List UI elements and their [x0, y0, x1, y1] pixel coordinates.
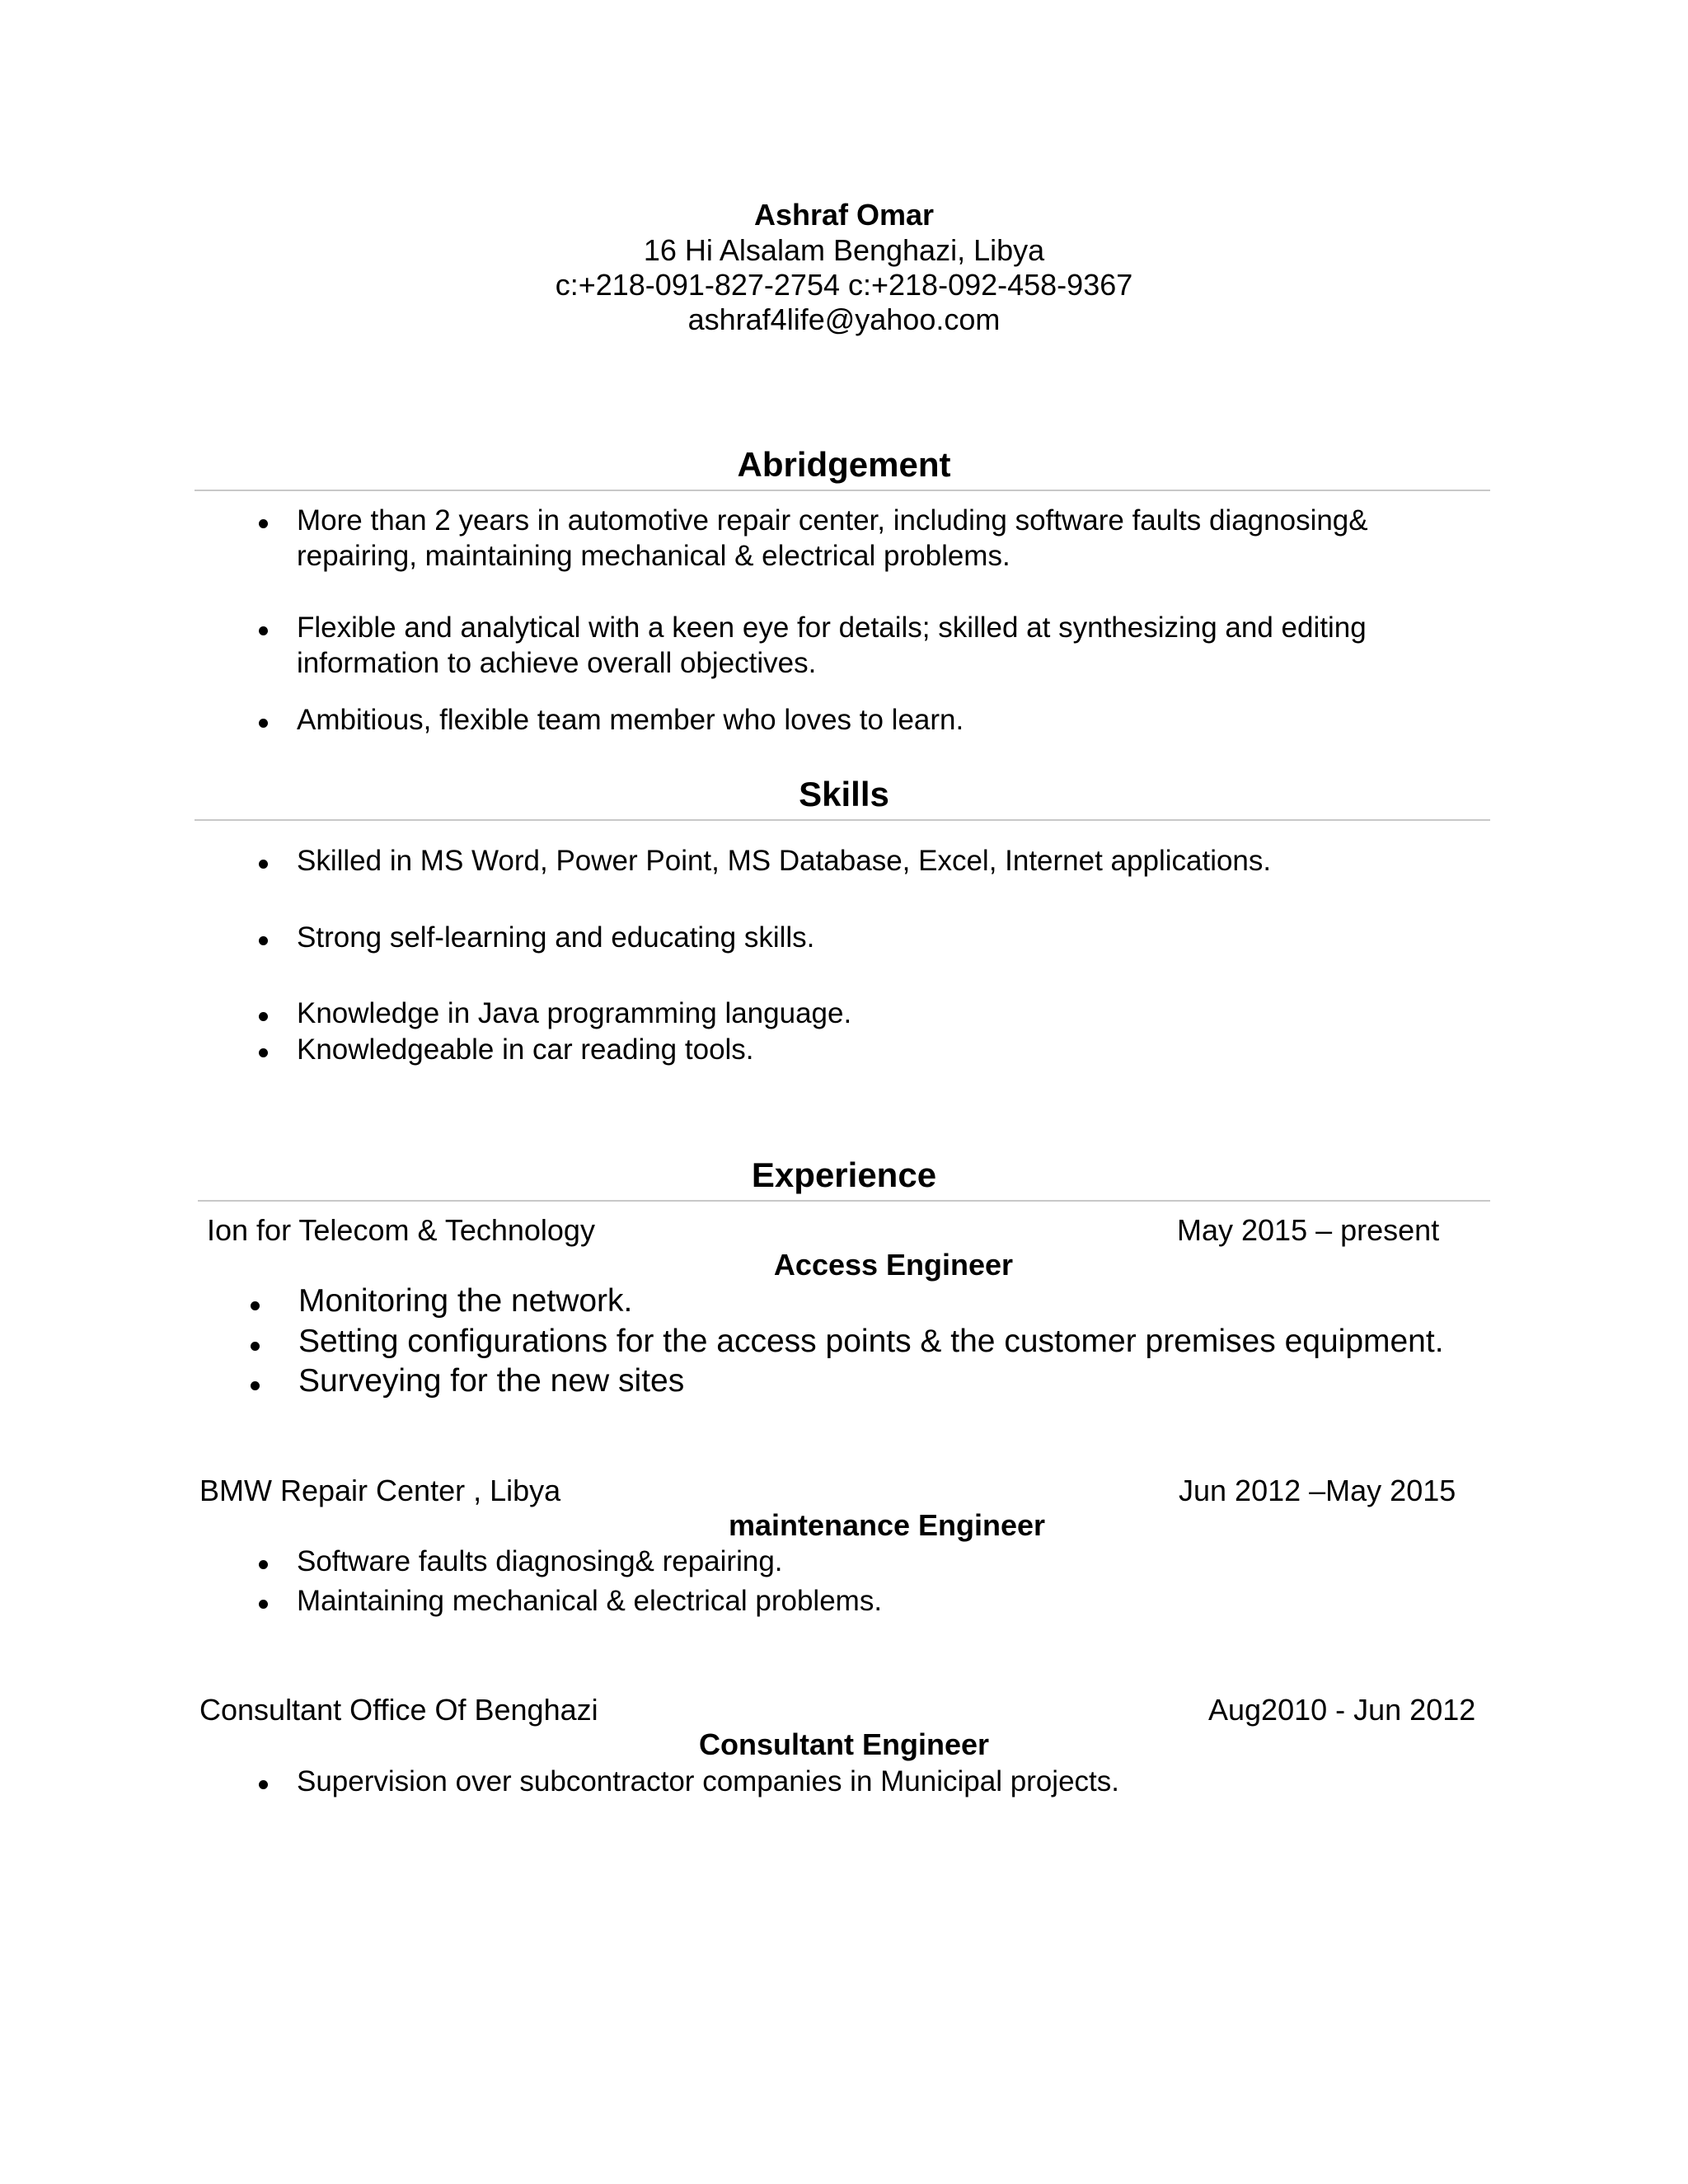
bullet-icon [259, 1780, 268, 1789]
bullet-icon [259, 1048, 268, 1057]
bullet-icon [259, 719, 268, 728]
experience-heading: Experience [751, 1155, 937, 1194]
bullet-icon [259, 519, 268, 528]
skill-item-text: Strong self-learning and educating skills. [297, 921, 815, 954]
abridgement-divider [195, 490, 1490, 491]
job-duty-text: Monitoring the network. [298, 1283, 633, 1319]
skills-heading: Skills [799, 775, 889, 813]
job-dates: Jun 2012 –May 2015 [1179, 1474, 1456, 1507]
abridgement-heading: Abridgement [737, 445, 951, 484]
email: ashraf4life@yahoo.com [687, 302, 1001, 336]
experience-divider [198, 1200, 1490, 1202]
skill-item-text: Skilled in MS Word, Power Point, MS Database, Excel, Internet applications. [297, 845, 1272, 877]
job-duty-text: Setting configurations for the access points & the customer premises equipment. [298, 1324, 1444, 1359]
job-company: BMW Repair Center , Libya [199, 1474, 561, 1507]
skill-item-text: Knowledge in Java programming language. [297, 997, 852, 1029]
address: 16 Hi Alsalam Benghazi, Libya [643, 233, 1045, 267]
bullet-icon [259, 626, 268, 635]
bullet-icon [251, 1301, 260, 1310]
skill-item-text: Knowledgeable in car reading tools. [297, 1033, 754, 1066]
phone-numbers: c:+218-091-827-2754 c:+218-092-458-9367 [555, 268, 1133, 302]
bullet-icon [259, 1600, 268, 1609]
abridgement-item-line: More than 2 years in automotive repair center, including software faults diagnosing& [297, 504, 1368, 537]
job-role: maintenance Engineer [728, 1508, 1046, 1542]
candidate-name: Ashraf Omar [753, 198, 935, 232]
abridgement-item-line: Ambitious, flexible team member who loves to learn. [297, 704, 964, 736]
job-role: Consultant Engineer [698, 1727, 990, 1761]
job-duty-text: Surveying for the new sites [298, 1363, 685, 1399]
bullet-icon [259, 1560, 268, 1569]
job-company: Consultant Office Of Benghazi [199, 1693, 598, 1727]
bullet-icon [251, 1381, 260, 1390]
abridgement-item-line: Flexible and analytical with a keen eye for details; skilled at synthesizing and editing [297, 612, 1367, 644]
job-duty-text: Maintaining mechanical & electrical problems. [297, 1585, 883, 1617]
skills-divider [195, 819, 1490, 821]
job-duty-text: Software faults diagnosing& repairing. [297, 1545, 783, 1577]
job-duty-text: Supervision over subcontractor companies in Municipal projects. [297, 1765, 1119, 1797]
job-company: Ion for Telecom & Technology [207, 1213, 595, 1247]
bullet-icon [251, 1342, 260, 1351]
job-role: Access Engineer [773, 1248, 1014, 1282]
bullet-icon [259, 1012, 268, 1021]
abridgement-item-line: information to achieve overall objectives. [297, 647, 817, 679]
bullet-icon [259, 860, 268, 869]
bullet-icon [259, 936, 268, 945]
job-dates: May 2015 – present [1177, 1213, 1440, 1247]
abridgement-item-line: repairing, maintaining mechanical & electrical problems. [297, 540, 1010, 572]
job-dates: Aug2010 - Jun 2012 [1208, 1693, 1476, 1727]
